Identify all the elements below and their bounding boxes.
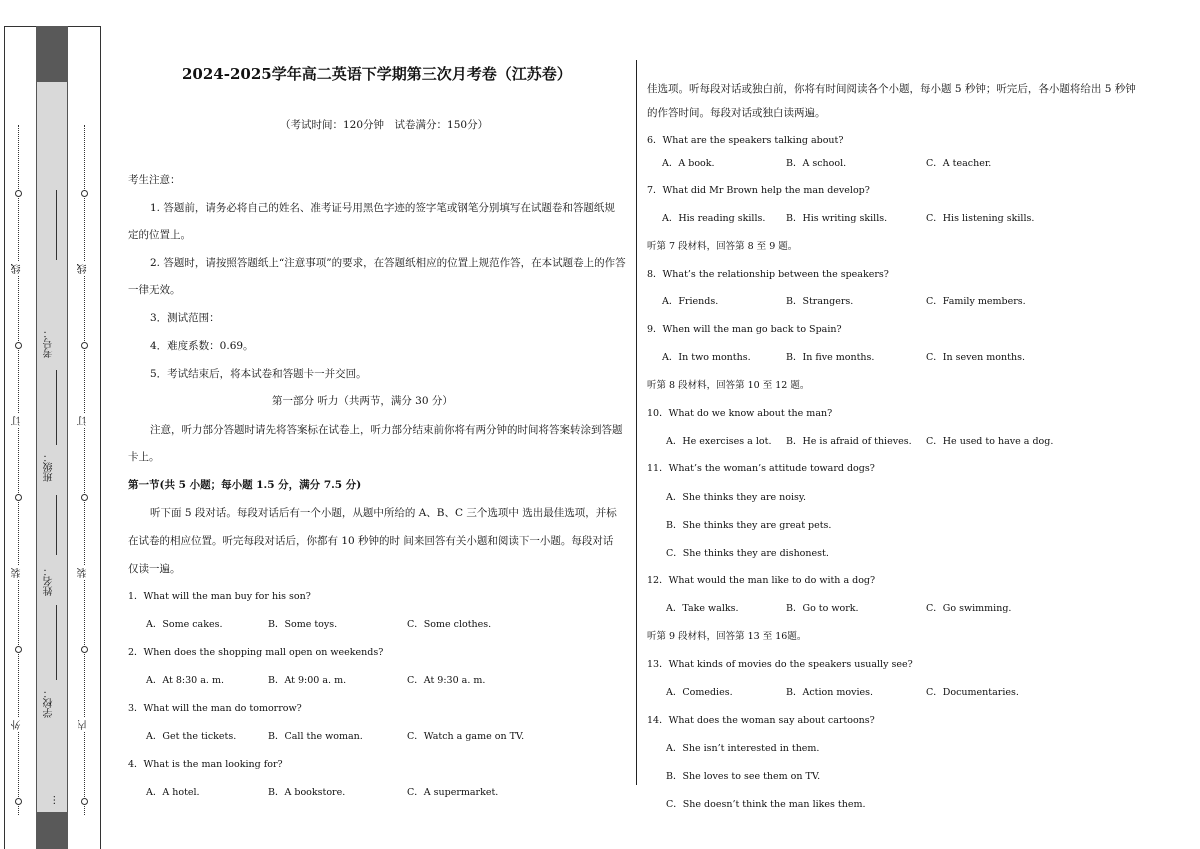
binding-hole bbox=[81, 646, 88, 653]
notice-item-1-cont: 定的位置上。 bbox=[128, 229, 191, 241]
binding-hole bbox=[15, 342, 22, 349]
material-9-heading: 听第 9 段材料，回答第 13 至 16题。 bbox=[647, 631, 807, 642]
question-3-option-a[interactable]: A．Get the tickets. bbox=[146, 731, 237, 742]
notice-item-3: 3．测试范围： bbox=[150, 312, 220, 324]
question-2-option-c[interactable]: C．At 9:30 a. m. bbox=[407, 675, 486, 686]
section1-directions-end: 仅读一遍。 bbox=[128, 563, 181, 575]
question-9-stem: 9．When will the man go back to Spain? bbox=[647, 324, 842, 335]
question-13-option-a[interactable]: A．Comedies. bbox=[666, 687, 733, 698]
notice-item-1: 1. 答题前，请务必将自己的姓名、准考证号用黑色字迹的签字笔或钢笔分别填写在试题卷和答题纸规 bbox=[150, 202, 615, 214]
question-13-stem: 13．What kinds of movies do the speakers usually see? bbox=[647, 659, 913, 670]
question-10-stem: 10．What do we know about the man? bbox=[647, 408, 833, 419]
notice-item-2: 2. 答题时，请按照答题纸上“注意事项”的要求，在答题纸相应的位置上规范作答，在本试题卷上的作答 bbox=[150, 257, 626, 269]
notice-heading: 考生注意： bbox=[128, 174, 181, 186]
question-8-option-c[interactable]: C．Family members. bbox=[926, 296, 1026, 307]
question-6-stem: 6．What are the speakers talking about? bbox=[647, 135, 844, 146]
outer-mark-zhuang: 装 bbox=[12, 568, 23, 578]
notice-item-2-cont: 一律无效。 bbox=[128, 284, 181, 296]
question-9-option-c[interactable]: C．In seven months. bbox=[926, 352, 1025, 363]
binding-dots: … bbox=[47, 795, 58, 805]
question-2-option-a[interactable]: A．At 8:30 a. m. bbox=[146, 675, 224, 686]
section1-heading: 第一节(共 5 小题；每小题 1.5 分，满分 7.5 分) bbox=[128, 479, 362, 491]
question-13-option-c[interactable]: C．Documentaries. bbox=[926, 687, 1019, 698]
question-10-option-c[interactable]: C．He used to have a dog. bbox=[926, 436, 1054, 447]
question-14-stem: 14．What does the woman say about cartoons? bbox=[647, 715, 875, 726]
question-4-option-a[interactable]: A．A hotel. bbox=[146, 787, 200, 798]
binding-gray-column bbox=[36, 26, 68, 849]
question-8-option-a[interactable]: A．Friends. bbox=[662, 296, 719, 307]
section1-directions-cont: 在试卷的相应位置。听完每段对话后，你都有 10 秒钟的时 间来回答有关小题和阅读下一小题。每段对话 bbox=[128, 535, 614, 547]
question-13-option-b[interactable]: B．Action movies. bbox=[786, 687, 874, 698]
outer-mark-ding: 订 bbox=[12, 416, 23, 426]
inner-mark-zhuang: 装 bbox=[78, 568, 89, 578]
question-8-option-b[interactable]: B．Strangers. bbox=[786, 296, 854, 307]
inner-cut-line bbox=[84, 125, 85, 815]
class-field[interactable]: 班级： bbox=[44, 452, 55, 482]
notice-item-5: 5．考试结束后，将本试卷和答题卡一并交回。 bbox=[150, 368, 367, 380]
question-7-option-b[interactable]: B．His writing skills. bbox=[786, 213, 888, 224]
question-3-option-c[interactable]: C．Watch a game on TV. bbox=[407, 731, 525, 742]
question-11-option-c[interactable]: C．She thinks they are dishonest. bbox=[666, 548, 829, 559]
question-12-option-c[interactable]: C．Go swimming. bbox=[926, 603, 1012, 614]
question-4-option-b[interactable]: B．A bookstore. bbox=[268, 787, 346, 798]
question-2-stem: 2．When does the shopping mall open on weekends? bbox=[128, 647, 384, 658]
exam-title: 2024-2025学年高二英语下学期第三次月考卷（江苏卷） bbox=[182, 65, 572, 83]
question-7-stem: 7．What did Mr Brown help the man develop? bbox=[647, 185, 870, 196]
binding-dark-top bbox=[36, 26, 68, 82]
question-10-option-b[interactable]: B．He is afraid of thieves. bbox=[786, 436, 912, 447]
binding-hole bbox=[81, 798, 88, 805]
part1-heading: 第一部分 听力（共两节，满分 30 分） bbox=[272, 395, 453, 407]
question-7-option-c[interactable]: C．His listening skills. bbox=[926, 213, 1035, 224]
class-underline bbox=[56, 370, 57, 445]
question-1-option-a[interactable]: A．Some cakes. bbox=[146, 619, 223, 630]
question-1-option-c[interactable]: C．Some clothes. bbox=[407, 619, 492, 630]
question-1-stem: 1．What will the man buy for his son? bbox=[128, 591, 311, 602]
question-8-stem: 8．What’s the relationship between the speakers? bbox=[647, 269, 889, 280]
name-field[interactable]: 姓名： bbox=[44, 566, 55, 596]
inner-mark-ding: 订 bbox=[78, 416, 89, 426]
question-12-option-a[interactable]: A．Take walks. bbox=[666, 603, 739, 614]
question-3-option-b[interactable]: B．Call the woman. bbox=[268, 731, 363, 742]
binding-hole bbox=[15, 494, 22, 501]
question-12-option-b[interactable]: B．Go to work. bbox=[786, 603, 859, 614]
question-14-option-a[interactable]: A．She isn’t interested in them. bbox=[666, 743, 820, 754]
question-11-option-b[interactable]: B．She thinks they are great pets. bbox=[666, 520, 832, 531]
outer-mark-wai: 外 bbox=[12, 720, 23, 730]
question-6-option-b[interactable]: B．A school. bbox=[786, 158, 847, 169]
binding-dark-bottom bbox=[36, 812, 68, 849]
outer-mark-xian: 线 bbox=[12, 264, 23, 274]
inner-mark-nei: 内 bbox=[78, 720, 89, 730]
question-6-option-c[interactable]: C．A teacher. bbox=[926, 158, 992, 169]
question-14-option-c[interactable]: C．She doesn’t think the man likes them. bbox=[666, 799, 866, 810]
question-4-stem: 4．What is the man looking for? bbox=[128, 759, 283, 770]
column-divider bbox=[636, 60, 637, 785]
question-11-stem: 11．What’s the woman’s attitude toward dogs? bbox=[647, 463, 875, 474]
question-9-option-a[interactable]: A．In two months. bbox=[662, 352, 751, 363]
question-9-option-b[interactable]: B．In five months. bbox=[786, 352, 875, 363]
notice-item-4: 4．难度系数：0.69。 bbox=[150, 340, 254, 352]
material-7-heading: 听第 7 段材料，回答第 8 至 9 题。 bbox=[647, 241, 798, 252]
question-7-option-a[interactable]: A．His reading skills. bbox=[662, 213, 766, 224]
binding-hole bbox=[81, 342, 88, 349]
question-1-option-b[interactable]: B．Some toys. bbox=[268, 619, 338, 630]
name-underline bbox=[56, 495, 57, 555]
inner-mark-xian: 线 bbox=[78, 264, 89, 274]
material-8-heading: 听第 8 段材料，回答第 10 至 12 题。 bbox=[647, 380, 810, 391]
question-11-option-a[interactable]: A．She thinks they are noisy. bbox=[666, 492, 807, 503]
exam-number-field[interactable]: 考号： bbox=[44, 328, 55, 358]
question-14-option-b[interactable]: B．She loves to see them on TV. bbox=[666, 771, 821, 782]
outer-cut-line bbox=[18, 125, 19, 815]
question-12-stem: 12．What would the man like to do with a dog? bbox=[647, 575, 876, 586]
right-intro-cont: 的作答时间。每段对话或独白读两遍。 bbox=[647, 107, 826, 119]
school-underline bbox=[56, 605, 57, 680]
binding-hole bbox=[15, 646, 22, 653]
part1-note-cont: 卡上。 bbox=[128, 451, 160, 463]
binding-hole bbox=[15, 798, 22, 805]
binding-hole bbox=[15, 190, 22, 197]
question-10-option-a[interactable]: A．He exercises a lot. bbox=[666, 436, 772, 447]
question-2-option-b[interactable]: B．At 9:00 a. m. bbox=[268, 675, 347, 686]
question-4-option-c[interactable]: C．A supermarket. bbox=[407, 787, 499, 798]
section1-directions: 听下面 5 段对话。每段对话后有一个小题，从题中所给的 A、B、C 三个选项中 选出最佳选项，并标 bbox=[150, 507, 617, 519]
binding-hole bbox=[81, 494, 88, 501]
question-3-stem: 3．What will the man do tomorrow? bbox=[128, 703, 302, 714]
exam-subtitle: （考试时间：120分钟 试卷满分：150分） bbox=[280, 119, 489, 131]
part1-note: 注意，听力部分答题时请先将答案标在试卷上，听力部分结束前你将有两分钟的时间将答案转涂到答题 bbox=[150, 424, 623, 436]
right-intro: 佳选项。听每段对话或独白前，你将有时间阅读各个小题，每小题 5 秒钟；听完后，各小题将给出 5 秒钟 bbox=[647, 83, 1136, 95]
question-6-option-a[interactable]: A．A book. bbox=[662, 158, 715, 169]
school-field[interactable]: 学校： bbox=[44, 688, 55, 718]
binding-hole bbox=[81, 190, 88, 197]
exam-number-underline bbox=[56, 190, 57, 260]
